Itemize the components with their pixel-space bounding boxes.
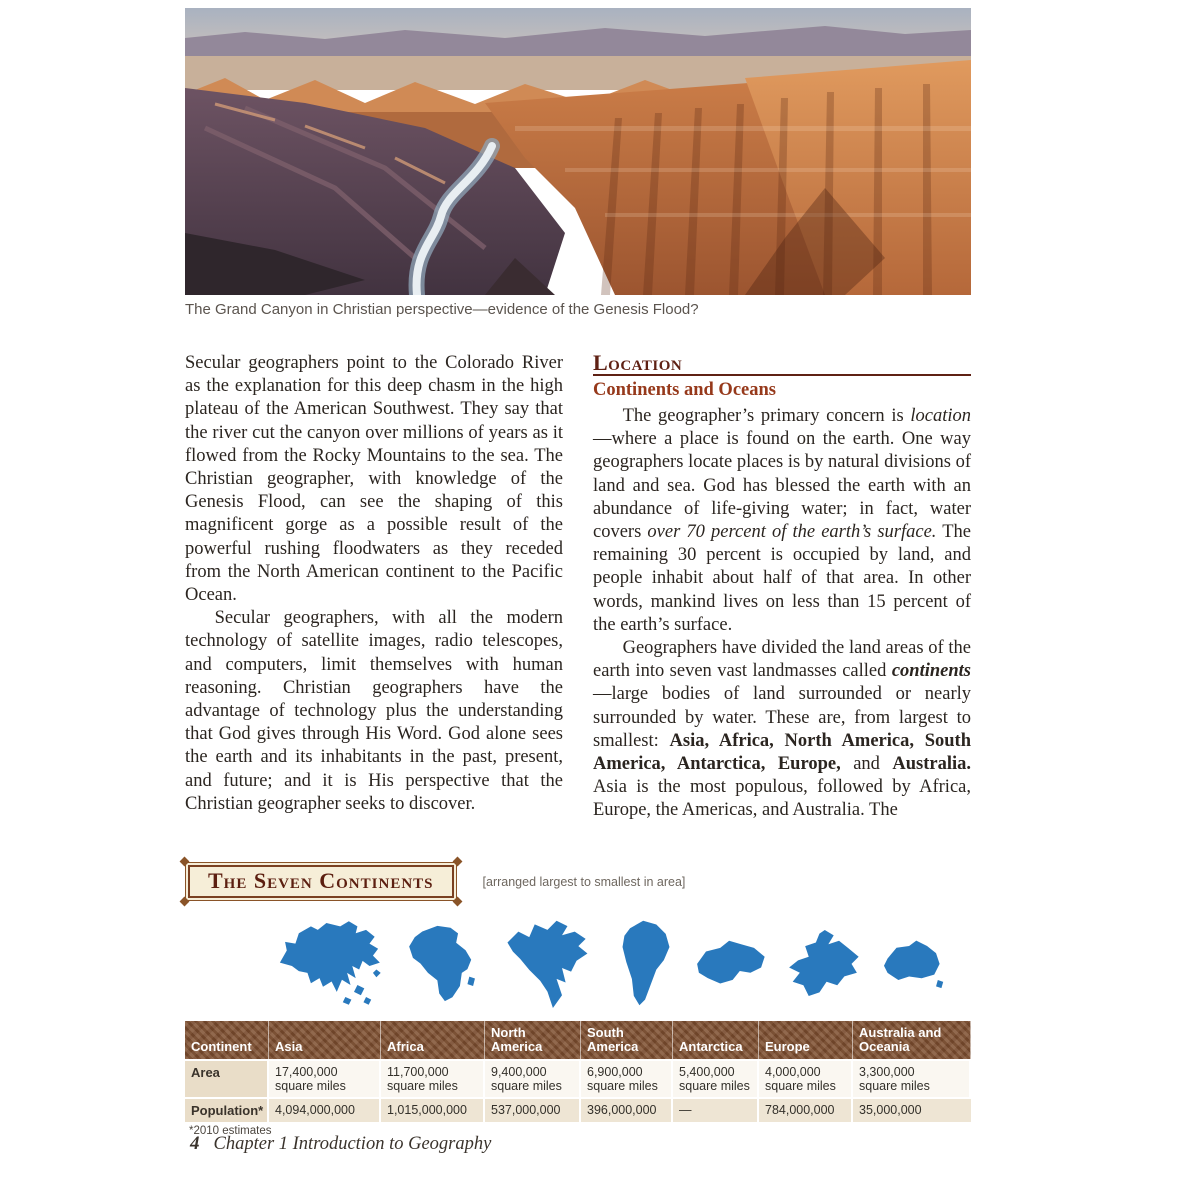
africa-icon <box>396 918 490 1008</box>
chapter-title: Chapter 1 Introduction to Geography <box>213 1134 492 1154</box>
corner-ornament <box>452 897 462 907</box>
paragraph: Secular geographers, with all the modern technology of satellite images, radio telescopes, and computers, limit themselves with human reasoning. Christian geographers have the advantage of technology plus the understanding that God gives through His Word. God alone sees the earth and its inhabitants in the past, present, and future; and it is His perspective that the Christian geographer seeks to discover. <box>185 608 563 814</box>
table-cell: 6,900,000 square miles <box>581 1059 673 1097</box>
table-header-cell: North America <box>485 1021 581 1059</box>
table-cell: 5,400,000 square miles <box>673 1059 759 1097</box>
panel-header <box>185 862 971 901</box>
section-subheading: Continents and Oceans <box>593 380 776 400</box>
panel-title-box <box>185 862 457 901</box>
canyon-illustration <box>185 8 971 295</box>
text-run: —where a place is found on the earth. One way geographers locate places is by natural divisions of land and sea. God has blessed the earth with an abundance of life-giving water; in fact, water covers <box>593 429 971 543</box>
table-cell: 784,000,000 <box>759 1097 853 1122</box>
asia-icon <box>273 915 385 1011</box>
text-run: The remaining 30 percent is occupied by land, and people inhabit about half of that area. In other words, mankind lives on less than 15 percent of the earth’s surface. <box>593 522 971 635</box>
table-cell: 17,400,000 square miles <box>269 1059 381 1097</box>
table-header-cell: Australia and Oceania <box>853 1021 971 1059</box>
text-run-bold-italic: continents <box>891 661 971 682</box>
table-row-label: Population* <box>185 1097 269 1122</box>
text-run: —large bodies of land surrounded or nearly surrounded by water. These are, from largest to smallest: <box>593 684 971 751</box>
antarctica-icon <box>690 933 770 993</box>
text-run: Asia is the most populous, followed by Africa, Europe, the Americas, and Australia. The <box>593 777 971 821</box>
panel-note: [arranged largest to smallest in area] <box>482 874 686 889</box>
left-column <box>185 352 563 823</box>
table-cell: 9,400,000 square miles <box>485 1059 581 1097</box>
south-america-icon <box>613 917 679 1009</box>
corner-ornament <box>180 897 190 907</box>
section-heading: Location <box>593 352 971 376</box>
table-header-cell: Africa <box>381 1021 485 1059</box>
table-cell: 35,000,000 <box>853 1097 971 1122</box>
text-run-italic: over 70 percent of the earth’s surface. <box>647 522 937 543</box>
table-header-cell: Antarctica <box>673 1021 759 1059</box>
page-footer <box>190 1133 491 1155</box>
right-column <box>593 352 971 823</box>
photo-caption: The Grand Canyon in Christian perspective—evidence of the Genesis Flood? <box>185 301 699 318</box>
table-cell: — <box>673 1097 759 1122</box>
seven-continents-panel <box>185 862 971 1137</box>
continent-silhouettes <box>273 913 945 1013</box>
australia-icon <box>875 936 945 990</box>
text-run-italic: location <box>910 406 971 426</box>
paragraph: Secular geographers point to the Colorado River as the explanation for this deep chasm in the high plateau of the American Southwest. They say that the river cut the canyon over millions of years as it flowed from the Rocky Mountains to the sea. The Christian geographer, with knowledge of the Genesis Flood, can see the shaping of this magnificent gorge as a possible result of the powerful rushing floodwaters as they receded from the North American continent to the Pacific Ocean. <box>185 353 563 606</box>
table-cell: 537,000,000 <box>485 1097 581 1122</box>
text-run: Geographers have divided the land areas of the earth into seven vast landmasses called <box>593 638 971 682</box>
paragraph <box>593 405 971 637</box>
table-footnote: *2010 estimates <box>189 1125 272 1137</box>
table-header-cell: Europe <box>759 1021 853 1059</box>
text-run: The geographer’s primary concern is <box>622 406 911 426</box>
table-header-cell: South America <box>581 1021 673 1059</box>
table-cell: 3,300,000 square miles <box>853 1059 971 1097</box>
table-header-cell: Asia <box>269 1021 381 1059</box>
text-run: and <box>840 754 893 775</box>
table-header-cell: Continent <box>185 1021 269 1059</box>
table-cell: 4,000,000 square miles <box>759 1059 853 1097</box>
panel-title: The Seven Continents <box>208 868 434 893</box>
europe-icon <box>782 926 864 1000</box>
continents-table <box>185 1021 971 1122</box>
table-cell: 1,015,000,000 <box>381 1097 485 1122</box>
page-number: 4 <box>190 1133 200 1154</box>
north-america-icon <box>502 914 602 1012</box>
table-cell: 11,700,000 square miles <box>381 1059 485 1097</box>
corner-ornament <box>452 857 462 867</box>
body-columns <box>185 352 971 823</box>
paragraph <box>593 637 971 823</box>
grand-canyon-photo <box>185 8 971 295</box>
panel-title-inner <box>188 865 454 898</box>
text-run-bold: Asia, Africa, North America, South America, Antarctica, Europe, <box>593 730 971 775</box>
text-run-bold: Australia. <box>892 754 971 775</box>
table-cell: 396,000,000 <box>581 1097 673 1122</box>
table-cell: 4,094,000,000 <box>269 1097 381 1122</box>
table-row-label: Area <box>185 1059 269 1097</box>
